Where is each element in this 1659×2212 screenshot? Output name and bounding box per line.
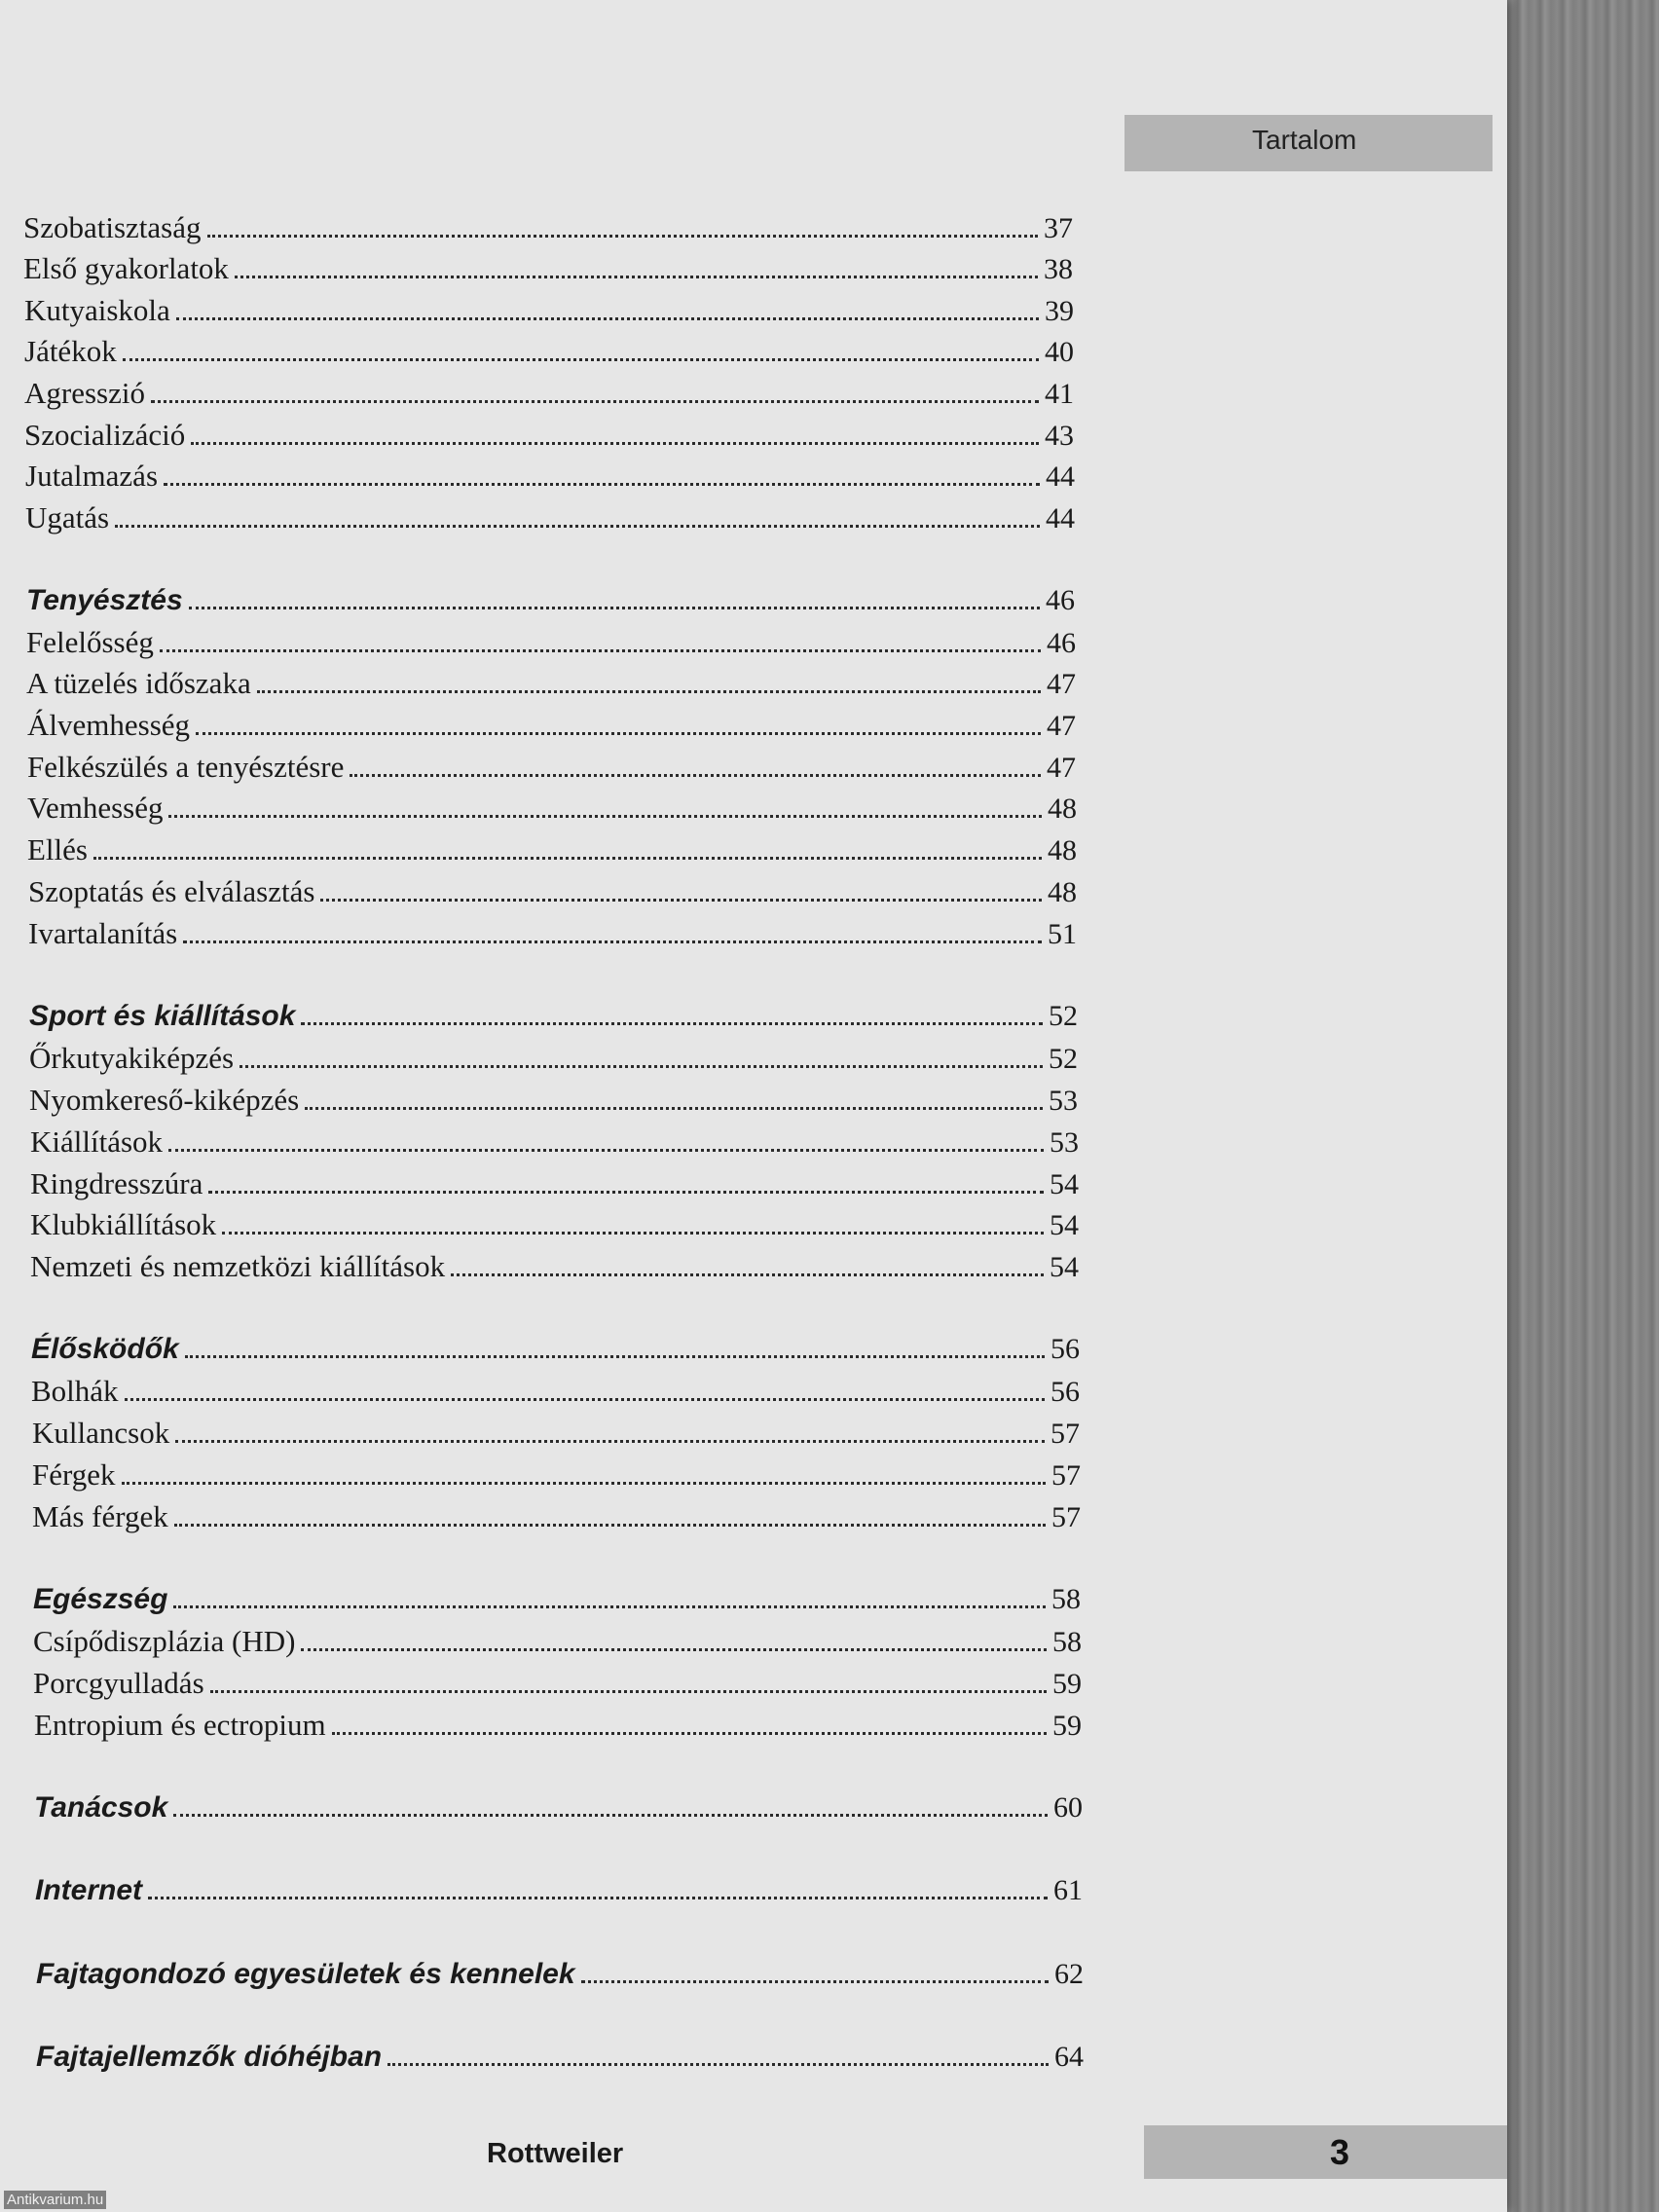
toc-page-number: 61 <box>1053 1874 1083 1906</box>
dot-leader <box>207 234 1038 238</box>
dot-leader <box>240 1064 1043 1068</box>
toc-page-number: 37 <box>1044 212 1073 244</box>
toc-entry <box>24 332 1074 371</box>
toc-label: Felkészülés a tenyésztésre <box>27 750 345 784</box>
footer-book-title: Rottweiler <box>487 2138 624 2169</box>
toc-entry <box>27 748 1076 787</box>
toc-entry <box>26 623 1076 662</box>
toc-page-number: 54 <box>1050 1251 1079 1283</box>
toc-entry <box>27 706 1076 745</box>
dot-leader <box>148 1896 1048 1899</box>
toc-entry <box>24 374 1074 413</box>
dot-leader <box>183 940 1042 943</box>
dot-leader <box>160 648 1041 652</box>
toc-page-number: 47 <box>1047 752 1076 784</box>
toc-label: Kiállítások <box>30 1124 164 1159</box>
dot-leader <box>151 399 1039 403</box>
section-title: Tartalom <box>1252 125 1357 155</box>
toc-entry <box>33 1622 1082 1661</box>
toc-entry <box>30 1123 1079 1161</box>
toc-page-number: 43 <box>1045 420 1074 452</box>
toc-entry <box>23 208 1073 247</box>
toc-heading <box>33 1580 1081 1619</box>
toc-page-number: 58 <box>1052 1626 1082 1658</box>
toc-entry <box>31 1372 1080 1411</box>
dot-leader <box>332 1731 1047 1735</box>
dot-leader <box>168 1148 1044 1152</box>
toc-label: Ringdresszúra <box>30 1166 203 1200</box>
toc-label: Szobatisztaság <box>23 210 202 244</box>
toc-entry <box>33 1664 1082 1703</box>
dot-leader <box>175 1439 1045 1443</box>
toc-heading <box>36 1955 1084 1994</box>
toc-entry <box>32 1414 1080 1453</box>
dot-leader <box>222 1231 1044 1235</box>
toc-label: Tanácsok <box>34 1791 168 1824</box>
toc-entry <box>26 664 1076 703</box>
toc-page-number: 57 <box>1051 1459 1081 1492</box>
toc-heading <box>35 1871 1083 1910</box>
toc-entry <box>29 1039 1078 1078</box>
toc-heading <box>31 1330 1080 1369</box>
toc-page-number: 46 <box>1046 584 1075 616</box>
toc-page-number: 47 <box>1047 668 1076 700</box>
toc-page-number: 57 <box>1051 1418 1080 1450</box>
toc-label: Vemhesség <box>27 791 164 825</box>
toc-label: Férgek <box>32 1457 116 1492</box>
toc-page-number: 54 <box>1050 1209 1079 1241</box>
toc-entry <box>34 1706 1082 1745</box>
toc-page-number: 58 <box>1051 1583 1081 1615</box>
toc-page-number: 56 <box>1051 1333 1080 1365</box>
toc-label: Entropium és ectropium <box>34 1708 326 1742</box>
toc-entry <box>28 872 1077 911</box>
dot-leader <box>173 1813 1048 1817</box>
toc-page-number: 53 <box>1050 1126 1079 1159</box>
dot-leader <box>208 1190 1044 1194</box>
toc-entry <box>25 498 1075 537</box>
toc-page-number: 59 <box>1052 1668 1082 1700</box>
toc-label: Álvemhesség <box>27 708 191 742</box>
toc-page-number: 44 <box>1046 502 1075 535</box>
toc-label: Bolhák <box>31 1374 119 1408</box>
dot-leader <box>122 1481 1046 1485</box>
toc-label: A tüzelés időszaka <box>26 666 251 700</box>
toc-entry <box>30 1164 1079 1203</box>
toc-label: Sport és kiállítások <box>29 1000 296 1032</box>
toc-label: Kutyaiskola <box>24 293 170 327</box>
toc-page-number: 62 <box>1054 1958 1084 1990</box>
toc-label: Őrkutyakiképzés <box>29 1041 235 1075</box>
toc-label: Ivartalanítás <box>28 916 178 950</box>
toc-page-number: 51 <box>1048 918 1077 950</box>
toc-label: Agresszió <box>24 376 145 410</box>
toc-page-number: 48 <box>1048 834 1077 866</box>
toc-label: Ugatás <box>25 500 110 535</box>
dot-leader <box>189 606 1040 609</box>
toc-label: Kullancsok <box>32 1416 170 1450</box>
dot-leader <box>173 1604 1046 1608</box>
dot-leader <box>185 1354 1045 1358</box>
toc-label: Internet <box>35 1874 143 1906</box>
toc-heading <box>36 2038 1084 2077</box>
toc-label: Nyomkereső-kiképzés <box>29 1083 300 1117</box>
toc-label: Első gyakorlatok <box>23 251 229 285</box>
toc-entry <box>27 789 1077 828</box>
toc-label: Egészség <box>33 1583 168 1615</box>
toc-page-number: 39 <box>1045 295 1074 327</box>
dot-leader <box>115 524 1040 528</box>
dot-leader <box>168 814 1042 818</box>
toc-entry <box>24 416 1074 455</box>
toc-label: Csípődiszplázia (HD) <box>33 1624 296 1658</box>
dot-leader <box>387 2062 1049 2066</box>
toc-page-number: 52 <box>1049 1043 1078 1075</box>
toc-heading <box>34 1788 1083 1827</box>
toc-page-number: 60 <box>1053 1791 1083 1824</box>
dot-leader <box>210 1689 1047 1693</box>
toc-page-number: 38 <box>1044 253 1073 285</box>
toc-page-number: 40 <box>1045 336 1074 368</box>
toc-entry <box>23 249 1073 288</box>
toc-label: Porcgyulladás <box>33 1666 204 1700</box>
toc-page-number: 53 <box>1049 1085 1078 1117</box>
toc-label: Tenyésztés <box>26 584 183 616</box>
dot-leader <box>451 1272 1044 1276</box>
toc-heading <box>29 997 1078 1036</box>
toc-entry <box>24 291 1074 330</box>
toc-entry <box>29 1081 1078 1120</box>
toc-label: Szocializáció <box>24 418 186 452</box>
footer-page-number: 3 <box>1330 2132 1350 2172</box>
toc-page-number: 56 <box>1051 1376 1080 1408</box>
toc-page-number: 57 <box>1051 1501 1081 1533</box>
toc-page-number: 48 <box>1048 876 1077 908</box>
watermark: Antikvarium.hu <box>4 2191 106 2209</box>
dot-leader <box>320 898 1042 902</box>
toc-page-number: 54 <box>1050 1168 1079 1200</box>
dot-leader <box>93 856 1042 860</box>
toc-label: Felelősség <box>26 625 154 659</box>
toc-entry <box>25 457 1075 496</box>
toc-label: Játékok <box>24 334 117 368</box>
dot-leader <box>191 441 1039 445</box>
toc-page-number: 46 <box>1047 627 1076 659</box>
toc-entry <box>30 1205 1079 1244</box>
toc-label: Klubkiállítások <box>30 1207 217 1241</box>
wood-background <box>1490 0 1659 2212</box>
toc-label: Jutalmazás <box>25 459 159 493</box>
toc-label: Nemzeti és nemzetközi kiállítások <box>30 1249 446 1283</box>
toc-label: Fajtagondozó egyesületek és kennelek <box>36 1958 575 1990</box>
toc-page-number: 52 <box>1049 1000 1078 1032</box>
dot-leader <box>257 689 1041 693</box>
dot-leader <box>581 1979 1049 1983</box>
dot-leader <box>123 357 1039 361</box>
dot-leader <box>174 1523 1046 1527</box>
toc-label: Szoptatás és elválasztás <box>28 874 315 908</box>
toc-entry <box>27 830 1077 869</box>
footer-bar <box>1144 2125 1507 2179</box>
dot-leader <box>125 1397 1045 1401</box>
toc-entry <box>28 914 1077 953</box>
toc-page-number: 47 <box>1047 710 1076 742</box>
toc-label: Ellés <box>27 832 88 866</box>
toc-label: Élősködők <box>31 1333 179 1365</box>
toc-page-number: 41 <box>1045 378 1074 410</box>
dot-leader <box>196 731 1041 735</box>
dot-leader <box>301 1021 1043 1025</box>
toc-page-number: 64 <box>1054 2041 1084 2073</box>
toc-heading <box>26 581 1075 620</box>
dot-leader <box>235 275 1038 278</box>
toc-entry <box>30 1247 1079 1286</box>
dot-leader <box>301 1647 1047 1651</box>
toc-label: Fajtajellemzők dióhéjban <box>36 2041 383 2073</box>
dot-leader <box>305 1106 1043 1110</box>
dot-leader <box>350 773 1041 777</box>
toc-label: Más férgek <box>32 1499 168 1533</box>
toc-page-number: 59 <box>1052 1710 1082 1742</box>
dot-leader <box>176 316 1039 320</box>
toc-entry <box>32 1497 1081 1536</box>
toc-page-number: 44 <box>1046 461 1075 493</box>
toc-page-number: 48 <box>1048 793 1077 825</box>
toc-entry <box>32 1456 1081 1494</box>
dot-leader <box>164 482 1040 486</box>
